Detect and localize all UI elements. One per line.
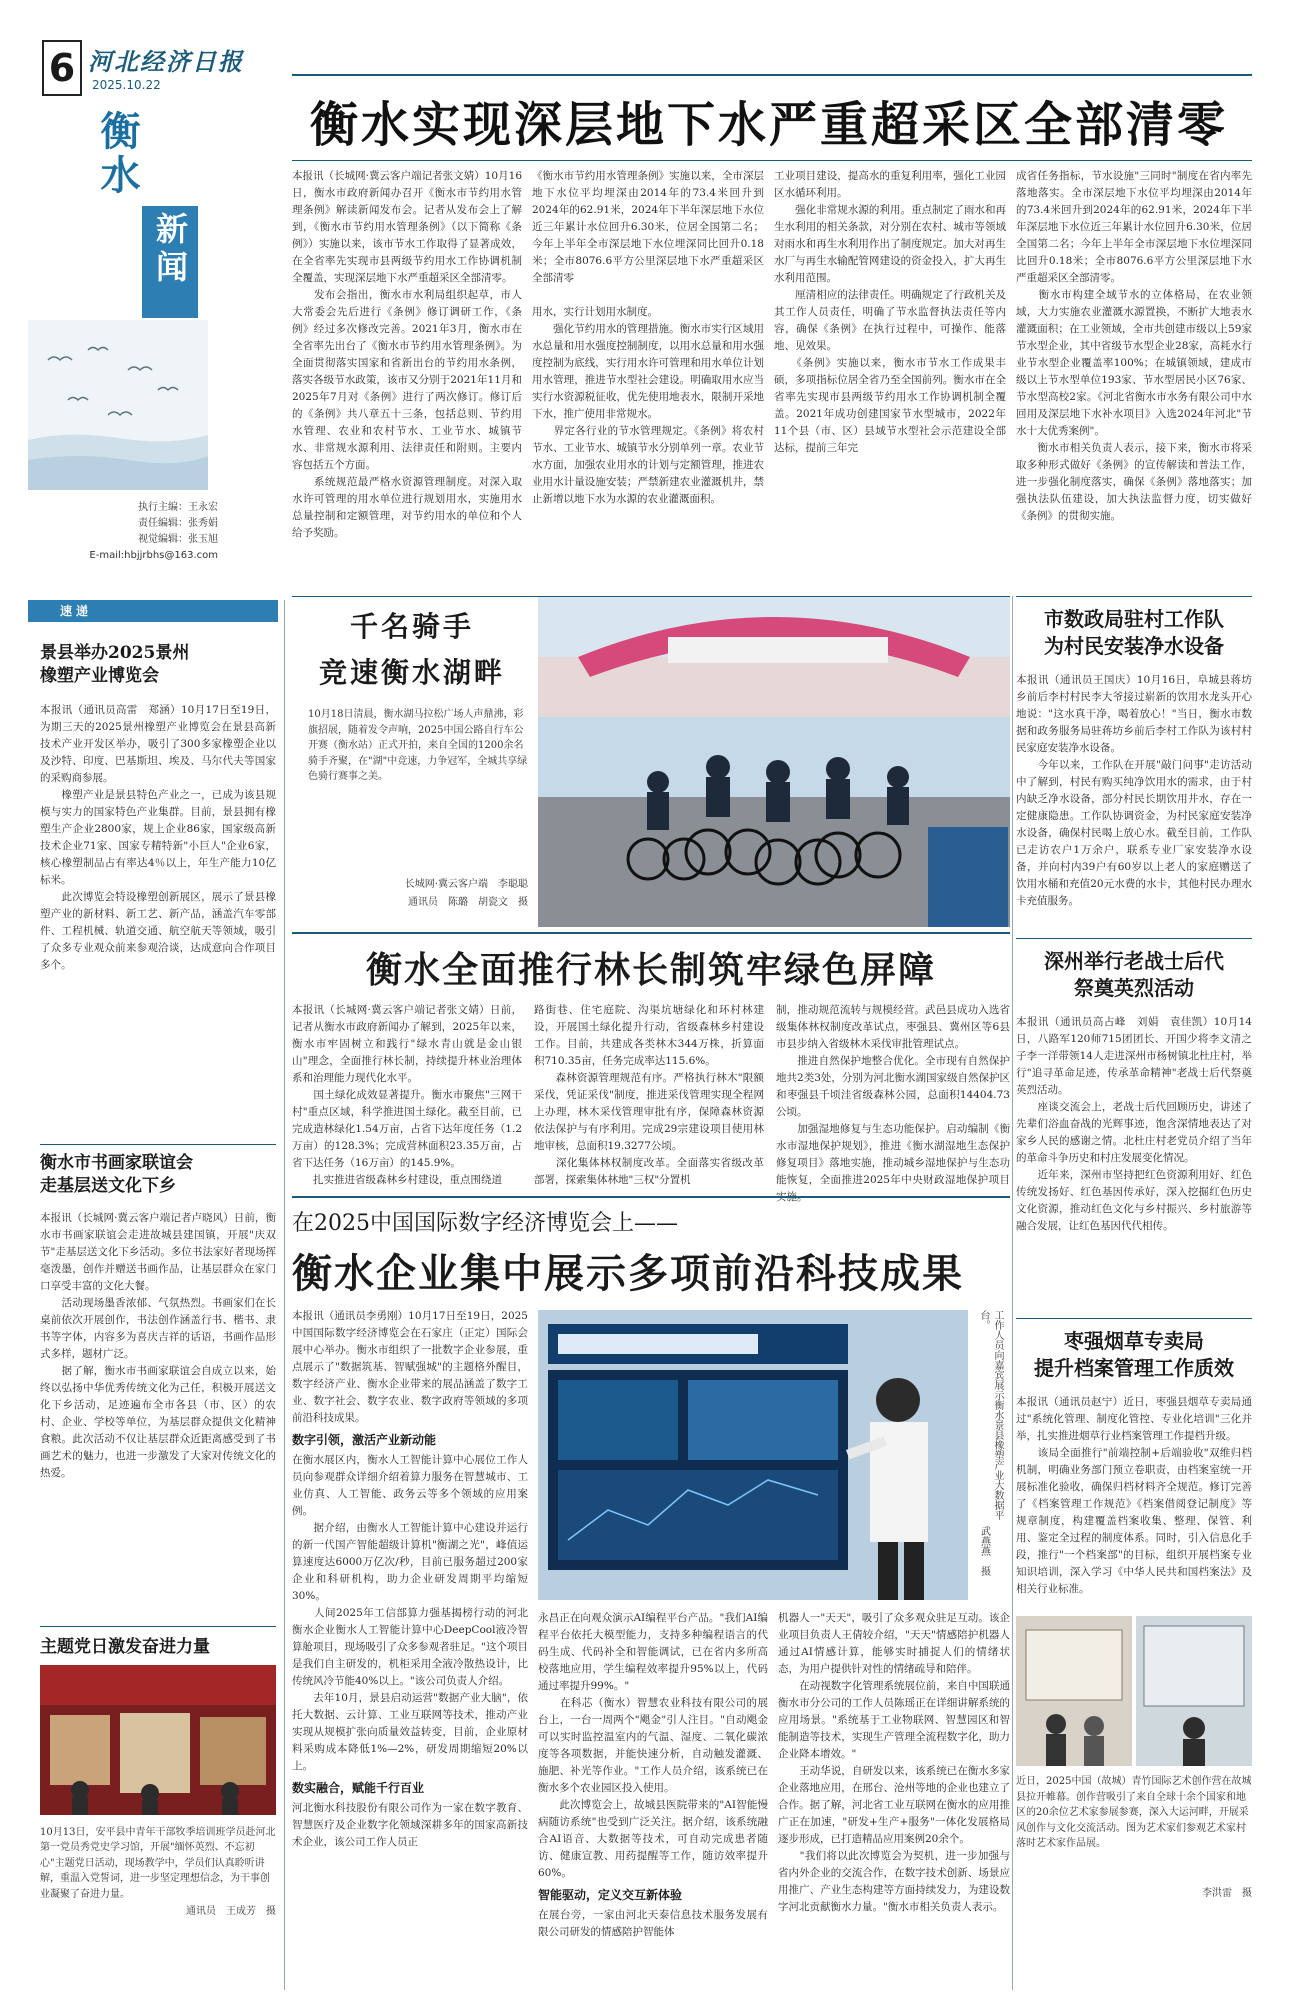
category-box bbox=[142, 206, 198, 318]
forest-headline: 衡水全面推行林长制筑牢绿色屏障 bbox=[365, 949, 936, 991]
news-body: 本报讯（通讯员赵宁）近日，枣强县烟草专卖局通过"系统化管理、制度化管控、专业化培训"三化并举，扎实推进烟草行业档案管理工作提档升级。 该局全面推行"前端控制+后端验收"双维归档机制，明确业务部门预立卷职责，由档案室统一开展标准化验收，确保归档材料齐全规范。修订完善了《档案管理工作规范》《档案借阅登记制度》等规章制度，构建覆盖档案收集、整理、保管、利用、鉴定全过程的制度体系。同时，引入信息化手段，推行"一个档案部"的目标，组织开展档案专业知识培训，深入学习《中华人民共和国档案法》及相关行业标准。 bbox=[1016, 1396, 1252, 1595]
cycling-headline-line: 竞速衡水湖畔 bbox=[318, 656, 505, 689]
news-title-line: 衡水市书画家联谊会 bbox=[40, 1153, 193, 1173]
news-title-line: 为村民安装净水设备 bbox=[1044, 634, 1224, 658]
divider bbox=[1016, 596, 1252, 597]
photo-caption: 近日，2025中国（故城）青竹国际艺术创作营在故城县拉开帷幕。创作营吸引了来自全球十余个国家和地区的20余位艺术家参展参赛，深入大运河畔，开展采风创作与文化交流活动。图为艺术家们参观艺术家村落时艺术家作品展。 bbox=[1016, 1776, 1252, 1849]
left-news-3 bbox=[40, 1636, 276, 1917]
editor-email: E-mail:hbjjrbhs@163.com bbox=[89, 550, 218, 561]
art-camp-photo-row bbox=[1016, 1616, 1252, 1766]
divider bbox=[1016, 938, 1252, 939]
section-subhead: 数字引领，激活产业新动能 bbox=[292, 1433, 437, 1447]
divider bbox=[40, 1144, 276, 1145]
expo-col-2 bbox=[538, 1610, 768, 1980]
editor-line: 视觉编辑：张玉旭 bbox=[138, 534, 218, 545]
main-headline: 衡水实现深层地下水严重超采区全部清零 bbox=[310, 97, 1229, 153]
article-text: 工业项目建设，提高水的重复利用率，强化工业园区水循环利用。 强化非常规水源的利用。重点制定了雨水和再生水利用的相关条款，对分别在农村、城市等领域对雨水和再生水利用作出了制度规定。加大对再生水厂与再生水输配管网建设的资金投入，扩大再生水利用范围。 厘清相应的法律责任。明确规定了行政机关及其工作人员责任，明确了节水监督执法责任等内容，确保《条例》在执行过程中，可操作、能落地、见效果。 《条例》实施以来，衡水市节水工作成果丰硕，多项指标位居全省乃至全国前列。衡水市在全省率先实现市县两级节约用水工作协调机制全覆盖。2021年成功创建国家节水型城市，2022年11个县（市、区）县域节水型社会示范建设全部达标，提前三年完 bbox=[774, 170, 1006, 454]
forest-story bbox=[292, 932, 1010, 1203]
main-story-col-1 bbox=[292, 168, 522, 590]
region-title-text: 衡水 bbox=[94, 110, 141, 198]
news-title-line: 祭奠英烈活动 bbox=[1074, 976, 1194, 1000]
left-news-2 bbox=[40, 1152, 276, 1642]
news-title-line: 市数政局驻村工作队 bbox=[1044, 607, 1224, 631]
issue-date: 2025.10.22 bbox=[92, 78, 161, 92]
editor-line: 责任编辑：张秀娟 bbox=[138, 518, 218, 529]
right-news-2 bbox=[1016, 948, 1252, 1324]
photo-credit: 通讯员 王成芳 摄 bbox=[186, 1906, 276, 1918]
section-subhead: 数实融合，赋能千行百业 bbox=[292, 1781, 425, 1795]
cycling-race-photo bbox=[538, 597, 1010, 927]
expo-exhibit-photo bbox=[538, 1310, 968, 1600]
article-text: 本报讯（长城网·冀云客户端记者张文婧）日前，记者从衡水市政府新闻办了解到，2025年以来，衡水市牢固树立和践行"绿水青山就是金山银山"理念，全面推行林长制，持续提升林业治理体系和治理能力现代化水平。 国土绿化成效显著提升。衡水市聚焦"三网干村"重点区域，科学推进国土绿化。截至目前，已完成造林绿化1.54万亩，占省下达年度任务（1.2万亩）的128.3%；完成营林面积23.35万亩，占省下达任务（16万亩）的145.9%。 扎实推进省级森林乡村建设，重点围绕道 bbox=[292, 1004, 522, 1186]
photo-credit: 武燕燕 摄 bbox=[978, 1526, 990, 1576]
news-title bbox=[40, 1152, 276, 1198]
photo-credit: 李洪雷 摄 bbox=[1202, 1888, 1252, 1899]
region-title bbox=[94, 110, 141, 208]
news-title bbox=[1016, 1328, 1252, 1382]
cycling-headline bbox=[292, 605, 532, 691]
news-title: 主题党日激发奋进力量 bbox=[40, 1637, 210, 1657]
cycling-headline-line: 千名骑手 bbox=[349, 610, 474, 643]
expo-col-3 bbox=[778, 1610, 1010, 1980]
expo-col-1 bbox=[292, 1308, 528, 1980]
news-title bbox=[1016, 948, 1252, 1002]
forest-col-3 bbox=[776, 1002, 1010, 1203]
main-story-col-4 bbox=[1016, 168, 1252, 588]
lake-birds-illustration bbox=[28, 320, 208, 490]
paper-name: 河北经济日报 bbox=[88, 47, 244, 76]
main-headline-bar bbox=[292, 74, 1252, 161]
article-text: 在衡水展区内，衡水人工智能计算中心展位工作人员向参观群众详细介绍着算力服务在智慧城市、工业仿真、人工智能、政务云等多个领域的应用案例。 据介绍，由衡水人工智能计算中心建设并运行的新一代国产智能超级计算机"衡湖之光"，峰值运算速度达6000万亿次/秒，目前已服务超过200家企业和科研机构，助力企业研发周期平均缩短30%。 人间2025年工信部算力强基揭榜行动的河北衡水企业衡水人工智能计算中心DeepCool液冷智算舱项目，现场吸引了众多参观者驻足。"这个项目是我们自主研发的，机柜采用全液冷散热设计，比传统风冷节能40%以上。"该公司负责人介绍。 去年10月，景县启动运营"数据产业大脑"，依托大数据、云计算、工业互联网等技术，推动产业实现从规模扩张向质量效益转变，目前，企业原材料采购成本降低1%—2%，研发周期缩短20%以上。 bbox=[292, 1454, 528, 1772]
party-exhibit-photo bbox=[40, 1665, 276, 1815]
photo-caption: 10月13日，安平县中青年干部牧季培训班学员赴河北第一党员秀党史学习馆，开展"缅怀英烈、不忘初心"主题党日活动，现场教学中，学员们认真聆听讲解，重温入党誓词，进一步坚定理想信念，为干事创业凝聚了奋进力量。 bbox=[40, 1826, 276, 1900]
news-title-line: 枣强烟草专卖局 bbox=[1064, 1329, 1204, 1353]
news-body: 本报讯（长城网·冀云客户端记者卢晓风）日前，衡水市书画家联谊会走进故城县建国镇，开展"庆双节"走基层送文化下乡活动。多位书法家好者现场挥毫泼墨，创作并赠送书画作品，让基层群众在家门口享受丰富的文化大餐。 活动现场墨香浓郁、气氛热烈。书画家们在长桌前依次开展创作，书法创作涵盖行书、楷书、隶书等字体，内容多为喜庆吉祥的话语，书画作品形式多样，题材广泛。 据了解，衡水市书画家联谊会自成立以来，始终以弘扬中华优秀传统文化为己任，积极开展送文化下乡活动，足迹遍布全市各县（市、区）的农村、企业、学校等单位，为基层群众提供文化精神食粮。此次活动不仅让基层群众近距离感受到了书画艺术的魅力，也进一步激发了大家对传统文化的热爱。 bbox=[40, 1211, 276, 1479]
section-header bbox=[28, 110, 218, 561]
editor-line: 执行主编：王永宏 bbox=[138, 502, 218, 513]
article-text: 永昌正在向观众演示AI编程平台产品。"我们AI编程平台依托大模型能力，支持多种编程语言的代码生成、代码补全和智能调试，已在省内多所高校落地应用，学生编程效率提升95%以上，代码通过率提升99%。" 在科芯（衡水）智慧农业科技有限公司的展台上，一台一周两个"飓金"引人注目。"自动飓金可以实时监控温室内的气温、湿度、二氧化碳浓度等各项数据，并能快速分析，自动触发灌溉、施肥、补光等作业。"工作人员介绍，该系统已在衡水多个农业园区投入使用。 此次博览会上，故城县医院带来的"AI智能慢病随访系统"也受到广泛关注。据介绍，该系统融合AI语音、大数据等技术，可自动完成患者随访、健康宣教、用药提醒等工作，随访效率提升60%。 bbox=[538, 1612, 768, 1879]
quick-news-label: 速递 bbox=[60, 604, 93, 618]
divider bbox=[1016, 1318, 1252, 1319]
article-text: 在展台旁，一家由河北天泰信息技术服务发展有限公司研发的情感陪护智能体 bbox=[538, 1909, 768, 1938]
photo-credit: 长城网·冀云客户端 李聪聪 bbox=[404, 879, 528, 890]
column-rule bbox=[1012, 596, 1013, 1990]
photo-caption: 10月18日清晨，衡水湖马拉松广场人声鼎沸，彩旗招展，随着发令声响，2025中国公路自行车公开赛（衡水站）正式开拍，来自全国的1200余名骑手齐聚，在"湖"中竞速，力争冠军，全城共享绿色骑行赛事之美。 bbox=[308, 709, 528, 782]
news-body: 本报讯（通讯员高占峰 刘娟 袁佳凯）10月14日，八路军120师715团团长、开国少将李文清之子李一洋带领14人走进深州市杨树镇北杜庄村，举行"追寻革命足迹，传承革命精神"老战士后代祭奠英烈活动。 座谈交流会上，老战士后代回顾历史，讲述了先辈们浴血奋战的光辉事迹，饱含深情地表达了对家乡人民的感谢之情。北杜庄村老党员介绍了当年的革命斗争历史和村庄发展变化情况。 近年来，深州市坚持把红色资源利用好、红色传统发扬好、红色基因传承好，深入挖掘红色历史文化资源，推动红色文化与乡村振兴、乡村旅游等融合发展，让红色基因代代相传。 bbox=[1016, 1016, 1252, 1232]
article-text: 本报讯（长城网·冀云客户端记者张文婧）10月16日，衡水市政府新闻办召开《衡水市节约用水管理条例》解读新闻发布会。记者从发布会上了解到，《衡水市节约用水管理条例》（以下简称《条例》）实施以来，该市节水工作取得了显著成效，在全省率先实现市县两级节约用水工作协调机制全覆盖，实现深层地下水严重超采区全部清零。 发布会指出，衡水市水利局组织起草，市人大常委会先后进行《条例》修订调研工作，《条例》经过多次修改完善。2021年3月，衡水市在全省率先出台了《衡水市节约用水管理条例》。为全面贯彻落实国家和省新出台的节约用水条例，落实各级节水政策，该市又分别于2021年11月和2025年7月对《条例》进行了两次修订。修订后的《条例》共八章五十三条，包括总则、节约用水管理、农业和农村节水、工业节水、城镇节水、非常规水源利用、法律责任和附则。主要内容包括五个方面。 系统规范最严格水资源管理制度。对深入取水许可管理的用水单位进行规划用水，实施用水总量控制和定额管理，对节约用水的单位和个人给予奖励。 bbox=[292, 170, 522, 539]
main-story-col-3 bbox=[774, 168, 1006, 590]
page-number: 6 bbox=[42, 40, 82, 96]
article-text: 成省任务指标，节水设施"三同时"制度在省内率先落地落实。全市深层地下水位平均埋深由2014年的73.4米回升到2024年的62.91米，2024年下半年深层地下水位近三年累计水位回升6.30米，位居全国第二名；今年上半年全市深层地下水位埋深同比回升0.18米；全市8076.6平方公里深层地下水严重超采区全部清零。 衡水市构建全域节水的立体格局，在农业领域，大力实施农业灌溉水源置换，不断扩大地表水灌溉面积；在工业领域，全市共创建市级以上59家节水型企业，其中省级节水型企业28家，高耗水行业节水型企业覆盖率100%；在城镇领域，建成市级以上节水型单位193家、节水型居民小区76家、节水型高校2家。《河北省衡水市水务有限公司中水回用及深层地下水补水项目》入选2024年河北"节水十大优秀案例"。 衡水市相关负责人表示，接下来，衡水市将采取多种形式做好《条例》的宣传解读和普法工作，进一步强化制度落实，确保《条例》落地落实；加强执法队伍建设，加大执法监督力度，切实做好《条例》的贯彻实施。 bbox=[1016, 170, 1252, 522]
main-story-col-2 bbox=[532, 168, 764, 590]
expo-kicker: 在2025中国国际数字经济博览会上—— bbox=[292, 1211, 678, 1236]
left-news-1 bbox=[40, 642, 276, 1130]
expo-story bbox=[292, 1196, 1010, 1988]
forest-col-1 bbox=[292, 1002, 522, 1188]
expo-photo-caption-block bbox=[976, 1310, 1010, 1600]
article-text: 《衡水市节约用水管理条例》实施以来，全市深层地下水位平均埋深由2014年的73.4米回升到2024年的62.91米，2024年下半年深层地下水位近三年累计水位回升6.30米，位居全国第二名；今年上半年全市深层地下水位埋深同比回升0.18米；全市8076.6平方公里深层地下水严重超采区全部清零 用水，实行计划用水制度。 强化节约用水的管理措施。衡水市实行区域用水总量和用水强度控制制度，以用水总量和用水强度控制为底线，实行用水许可管理和用水单位计划用水管理，推进节水型社会建设。明确取用水应当实行水资源税征收，优先使用地表水，限制开采地下水，推广使用非常规水。 界定各行业的节水管理规定。《条例》将农村节水、工业节水、城镇节水分别单列一章。农业节水方面，加强农业用水的计划与定额管理，推进农业用水计量设施安装；严禁新建农业灌溉机井，禁止新增以地下水为水源的农业灌溉面积。 bbox=[532, 170, 764, 505]
editor-credits bbox=[88, 500, 218, 564]
article-text: 河北衡水科技股份有限公司作为一家在数字教育、智慧医疗及企业数字化领域深耕多年的国家高新技术企业，该公司工作人员正 bbox=[292, 1802, 528, 1848]
news-title-line: 提升档案管理工作质效 bbox=[1034, 1356, 1234, 1380]
article-text: 制，推动规范流转与规模经营。武邑县成功入选省级集体林权制度改革试点，枣强县、冀州区等6县市县步纳入省级林木采伐审批管理试点。 推进自然保护地整合优化。全市现有自然保护地共2类3处，分别为河北衡水湖国家级自然保护区和枣强县千顷洼省级森林公园，总面积14404.73公顷。 加强湿地修复与生态功能保护。启动编制《衡水市湿地保护规划》，推进《衡水湖湿地生态保护修复项目》落地实施，推动城乡湿地保护与生态功能恢复，全面推进2025年中央财政湿地保护项目实施。 bbox=[776, 1004, 1010, 1203]
art-camp-photo bbox=[1016, 1616, 1132, 1766]
news-title-line: 走基层送文化下乡 bbox=[40, 1175, 176, 1196]
column-rule bbox=[284, 600, 285, 1990]
divider bbox=[40, 1626, 276, 1627]
news-title-line: 橡塑产业博览会 bbox=[40, 665, 159, 686]
category-text: 新闻 bbox=[151, 212, 189, 288]
art-camp-photo bbox=[1136, 1616, 1252, 1766]
news-title bbox=[40, 642, 276, 688]
section-subhead: 智能驱动，定义交互新体验 bbox=[538, 1888, 683, 1902]
forest-col-2 bbox=[534, 1002, 764, 1188]
right-news-3 bbox=[1016, 1328, 1252, 1899]
right-news-1 bbox=[1016, 606, 1252, 950]
news-body: 本报讯（通讯员王国庆）10月16日，阜城县蒋坊乡前后李村村民李大爷接过崭新的饮用水龙头开心地说："这水真干净，喝着放心！"当日，衡水市数据和政务服务局驻蒋坊乡前后李村工作队为该村村民家庭安装净水设备。 今年以来，工作队在开展"敲门问事"走访活动中了解到，村民有购买纯净饮用水的需求，由于村内缺乏净水设备，部分村民长期饮用井水，存在一定健康隐患。工作队协调资金，为村民家庭安装净水设备，确保村民喝上放心水。截至目前，工作队已走访农户1万余户，联系专业厂家安装净水设备，并向村内39户有60岁以上老人的家庭赠送了饮用水桶和充值20元水费的水卡，其他村民办理水卡充值服务。 bbox=[1016, 674, 1252, 907]
news-title bbox=[1016, 606, 1252, 660]
news-body: 本报讯（通讯员高雷 郑涵）10月17日至19日，为期三天的2025景州橡塑产业博览会在景县高新技术产业开发区举办，吸引了300多家橡塑企业以及沙特、印度、巴基斯坦、埃及、马尔代夫等国家的采购商参展。 橡塑产业是景县特色产业之一，已成为该县规模与实力的国家特色产业集群。目前，景县拥有橡塑生产企业2800家，规上企业86家，国家级高新技术企业71家、国家专精特新"小巨人"企业6家，核心橡塑制品占有率达4％以上，年生产能力10亿标米。 此次博览会特设橡塑创新展区，展示了景县橡塑产业的新材料、新工艺、新产品，涵盖汽车零部件、工程机械、轨道交通、航空航天等领域，吸引了众多专业观众前来参观洽谈，达成意向合作项目多个。 bbox=[40, 703, 276, 971]
cycling-story bbox=[292, 596, 1010, 927]
article-text: 本报讯（通讯员李勇刚）10月17日至19日，2025中国国际数字经济博览会在石家庄（正定）国际会展中心举办。衡水市组织了一批数字企业参展，重点展示了"数据筑基、智赋强城"的主题格外醒目，数字经济产业、衡水企业带来的展品涵盖了数字工业、数字社会、数字农业、数字政府等领域的多项前沿科技成果。 bbox=[292, 1310, 528, 1424]
news-title-line: 景县举办2025景州 bbox=[40, 643, 190, 663]
photo-credit: 通讯员 陈璐 胡瓷文 摄 bbox=[408, 897, 528, 908]
quick-news-bar bbox=[28, 600, 278, 622]
art-camp-caption-box bbox=[1136, 1616, 1252, 1766]
photo-caption: 工作人员向嘉宾展示衡水景县橡塑产业大数据平台。 bbox=[978, 1310, 1003, 1520]
masthead bbox=[40, 38, 270, 98]
expo-headline: 衡水企业集中展示多项前沿科技成果 bbox=[292, 1250, 964, 1297]
article-text: 机器人一"天天"，吸引了众多观众驻足互动。该企业项目负责人王倩较介绍，"天天"情感陪护机器人通过AI情感计算，能够实时捕捉人们的情绪状态，为用户提供针对性的情绪疏导和陪伴。 在动视数字化管理系统展位前，来自中国联通衡水市分公司的工作人员陈瑶正在详细讲解系统的应用场景。"系统基于工业物联网、智慧园区和智能制造等技术，实现生产管理全流程数字化，助力企业降本增效。" 王动华说，自研发以来，该系统已在衡水多家企业落地应用，在邢台、沧州等地的企业也建立了合作。据了解，河北省工业互联网在衡水的应用推广正在加速，"研发+生产+服务"一体化发展格局逐步形成，已打造精品应用案例20余个。 "我们将以此次博览会为契机，进一步加强与省内外企业的交流合作，在数字技术创新、场景应用推广、产业生态构建等方面持续发力，为建设数字河北贡献衡水力量。"衡水市相关负责人表示。 bbox=[778, 1612, 1010, 1913]
article-text: 路街巷、住宅庭院、沟渠坑塘绿化和环村林建设，开展国土绿化提升行动，省级森林乡村建设工作。目前，共建成各类林木344万株，折算面积710.35亩，任务完成率达115.6%。 森林资源管理规范有序。严格执行林木"限额采伐，凭证采伐"制度，推进采伐管理实现全程网上办理，林木采伐管理审批有序，保障森林资源依法保护与有序利用。完成29宗建设项目使用林地审核，总面积19.3277公顷。 深化集体林权制度改革。全面落实省级改革部署，探索集体林地"三权"分置机 bbox=[534, 1004, 764, 1186]
news-title-line: 深州举行老战士后代 bbox=[1044, 949, 1224, 973]
